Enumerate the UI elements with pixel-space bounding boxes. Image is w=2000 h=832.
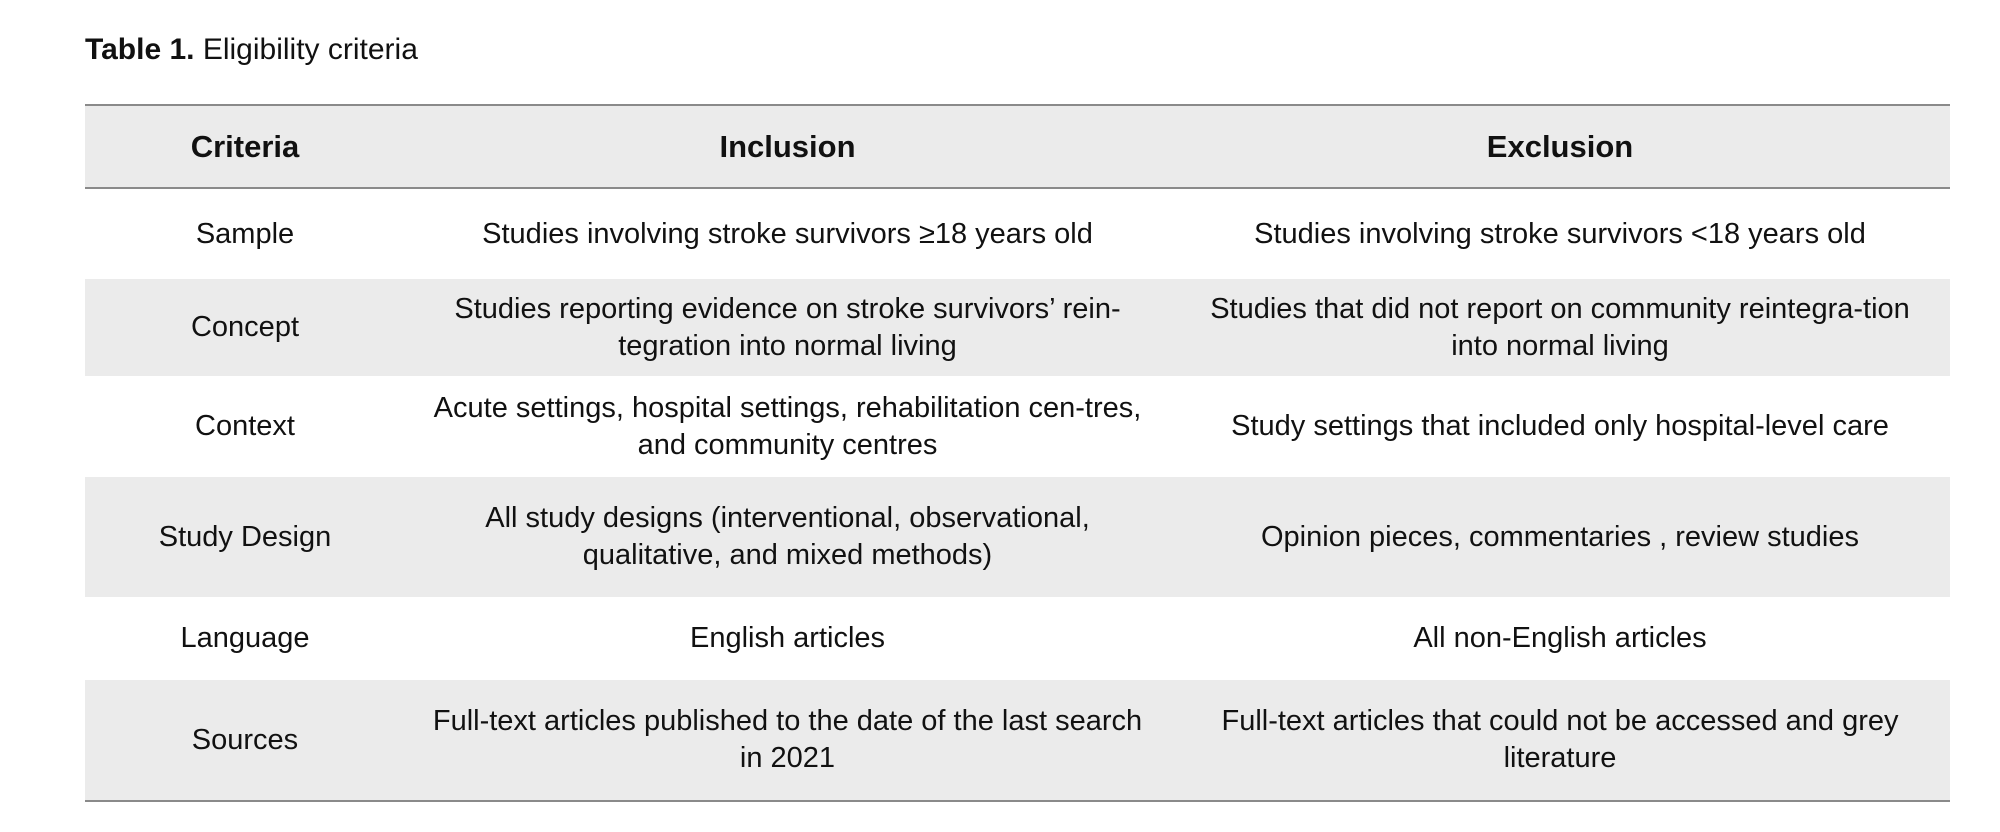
inclusion-cell: Full-text articles published to the date of the last search in 2021 <box>405 680 1170 801</box>
table-row <box>85 376 1950 477</box>
criteria-cell: Sample <box>195 217 295 250</box>
inclusion-cell: All study designs (interventional, observational, qualitative, and mixed methods) <box>405 477 1170 597</box>
table-row <box>85 680 1950 801</box>
criteria-cell: Sources <box>85 680 405 801</box>
header-inclusion: Inclusion <box>405 105 1170 188</box>
inclusion-cell: English articles <box>689 622 886 654</box>
table-row <box>85 188 1950 279</box>
exclusion-cell: All non-English articles <box>1413 622 1707 654</box>
exclusion-cell: Studies involving stroke survivors <18 years old <box>1254 217 1866 250</box>
inclusion-cell: Studies involving stroke survivors ≥18 years old <box>482 217 1093 250</box>
eligibility-criteria-table <box>85 104 1950 802</box>
criteria-cell: Concept <box>85 279 405 376</box>
table-number: Table 1. <box>85 33 195 66</box>
criteria-cell: Context <box>195 410 295 442</box>
table-caption <box>85 30 418 70</box>
inclusion-cell: Studies reporting evidence on stroke survivors’ rein-tegration into normal living <box>405 279 1170 376</box>
inclusion-cell: Acute settings, hospital settings, rehabilitation cen-tres, and community centres <box>433 391 1142 461</box>
exclusion-cell: Study settings that included only hospital-level care <box>1231 410 1889 442</box>
table-title: Eligibility criteria <box>202 33 418 66</box>
exclusion-cell: Opinion pieces, commentaries , review studies <box>1170 477 1950 597</box>
table-row <box>85 477 1950 597</box>
header-exclusion: Exclusion <box>1170 105 1950 188</box>
table-row <box>85 279 1950 376</box>
exclusion-cell: Full-text articles that could not be accessed and grey literature <box>1170 680 1950 801</box>
criteria-cell: Language <box>180 622 310 654</box>
table-row <box>85 597 1950 680</box>
header-criteria: Criteria <box>85 105 405 188</box>
exclusion-cell: Studies that did not report on community reintegra-tion into normal living <box>1170 279 1950 376</box>
criteria-cell: Study Design <box>85 477 405 597</box>
table-header-row <box>85 105 1950 188</box>
